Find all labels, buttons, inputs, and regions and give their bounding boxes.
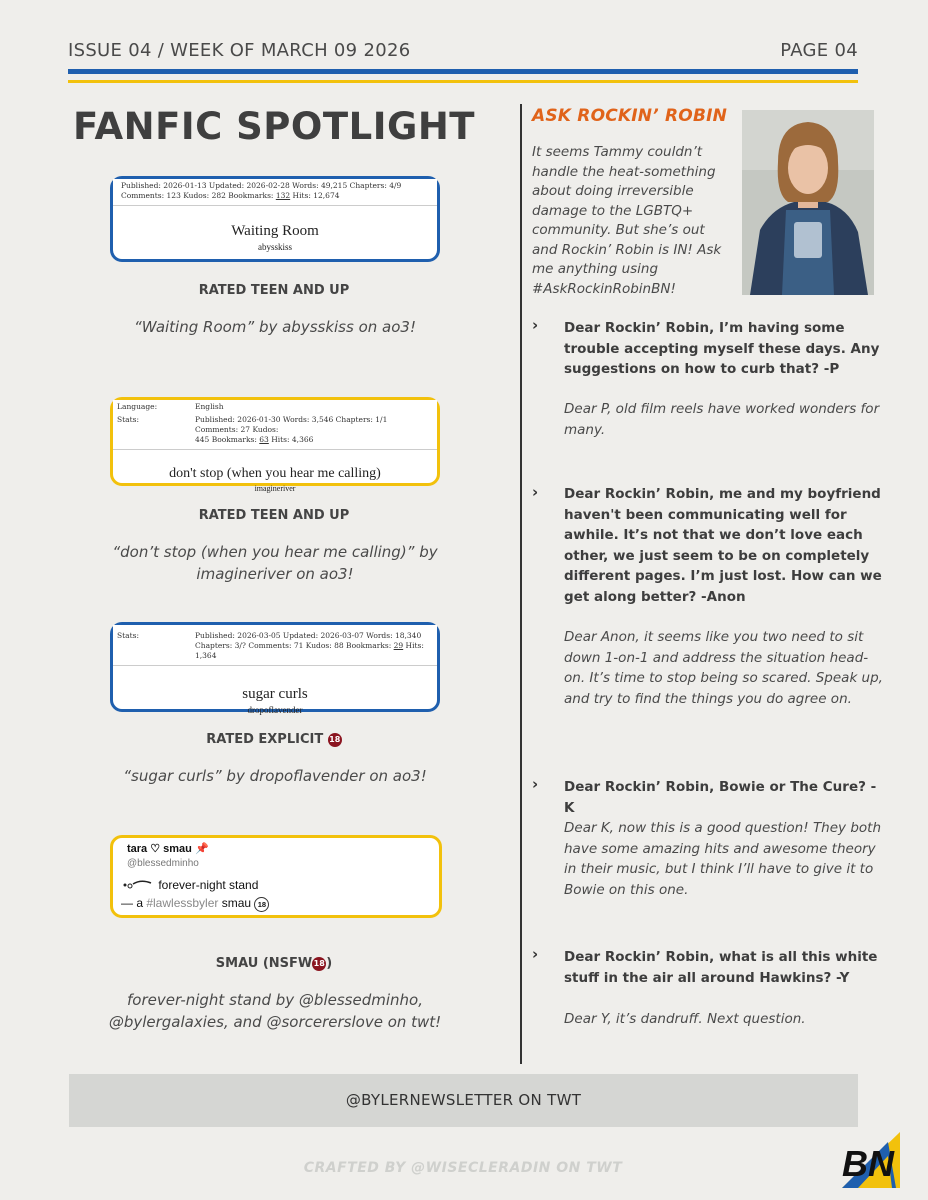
column-divider [520, 104, 522, 1064]
rating-label: RATED TEEN AND UP [198, 508, 350, 523]
bn-logo [838, 1132, 900, 1188]
bookmarks-link[interactable]: 29 [393, 641, 404, 650]
fic-meta: Language: English Stats: Published: 2026-01-30 Words: 3,546 Chapters: 1/1 Comments: 27 Kudos: 445 Bookmarks: 63 Hits: 4,366 [113, 400, 437, 450]
chevron-right-icon: › [532, 483, 539, 501]
fic-card-waiting-room[interactable] [110, 176, 440, 262]
question-text: Dear Rockin’ Robin, I’m having some trouble accepting myself these days. Any suggestions on how to curb that? -P [564, 320, 880, 377]
ask-intro: It seems Tammy couldn’t handle the heat-something about doing irreversible damage to the LGBTQ+ community. But she’s out and Rockin’ Robin is IN! Ask me anything using #AskRockinRobinBN! [532, 144, 722, 297]
answer-text: Dear Y, it’s dandruff. Next question. [564, 1011, 806, 1027]
section-title-fanfic-spotlight: FANFIC SPOTLIGHT [72, 105, 476, 148]
footer-handle[interactable]: @BYLERNEWSLETTER ON TWT [345, 1091, 582, 1109]
rating-label: RATED EXPLICIT 18 [206, 732, 341, 747]
fic-card-sugar-curls[interactable] [110, 622, 440, 715]
answer-text: Dear Anon, it seems like you two need to sit down 1-on-1 and address the situation head-on. It’s time to stop being so scared. Speak up, and try to find the things you do agree on. [564, 629, 883, 707]
header-rule-yellow [68, 80, 858, 83]
footer-banner [69, 1074, 858, 1127]
answer-text: Dear P, old film reels have worked wonders for many. [564, 401, 880, 438]
question-text: Dear Rockin’ Robin, Bowie or The Cure? -K [564, 779, 877, 816]
hashtag-link[interactable]: #lawlessbyler [146, 896, 219, 910]
fic-recommendation: “sugar curls” by dropoflavender on ao3! [123, 767, 427, 785]
fic-recommendation: “don’t stop (when you hear me calling)” by imagineriver on ao3! [112, 543, 438, 583]
fic-card-dont-stop[interactable] [110, 397, 440, 493]
fic-title[interactable]: sugar curls [242, 686, 308, 702]
page-number: PAGE 04 [780, 40, 858, 61]
fic-author[interactable]: dropoflavender [247, 705, 303, 715]
chevron-right-icon: › [532, 316, 539, 334]
header-rule-blue [68, 69, 858, 74]
tweet-line: — a #lawlessbyler smau 18 [121, 896, 269, 912]
bookmarks-link[interactable]: 63 [259, 435, 269, 444]
rating-label: SMAU (NSFW18) [215, 956, 333, 971]
18-plus-icon: 18 [254, 897, 269, 912]
rating-label: RATED TEEN AND UP [198, 283, 350, 298]
fic-author[interactable]: abysskiss [257, 242, 292, 252]
fic-meta-line: Comments: 123 Kudos: 282 Bookmarks: 132 Hits: 12,674 [121, 191, 340, 200]
tweet-line: forever-night stand [121, 878, 258, 892]
18-plus-icon: 18 [328, 733, 342, 747]
chevron-right-icon: › [532, 945, 539, 963]
fic-title[interactable]: Waiting Room [231, 223, 319, 239]
question-text: Dear Rockin’ Robin, what is all this white stuff in the air all around Hawkins? -Y [564, 949, 878, 986]
smau-tweet-card[interactable] [110, 835, 442, 918]
section-title-ask-robin: ASK ROCKIN’ ROBIN [532, 106, 728, 126]
fic-meta [113, 179, 437, 206]
fic-meta-line: Published: 2026-01-13 Updated: 2026-02-28 Words: 49,215 Chapters: 4/9 [121, 181, 402, 190]
tweet-author-name[interactable]: tara ♡ smau 📌 [127, 843, 209, 855]
bn-logo-text: BN [842, 1143, 894, 1184]
crafted-by-credit: CRAFTED BY @WISECLERADIN ON TWT [303, 1160, 623, 1176]
chevron-right-icon: › [532, 775, 539, 793]
bookmarks-link[interactable]: 132 [275, 191, 291, 200]
18-plus-icon: 18 [312, 957, 326, 971]
fic-title[interactable]: don't stop (when you hear me calling) [169, 466, 381, 481]
answer-text: Dear K, now this is a good question! They both have some amazing hits and awesome theory in their music, but I think I’ll have to give it to Bowie on this one. [564, 820, 882, 898]
fic-recommendation: “Waiting Room” by abysskiss on ao3! [134, 318, 416, 336]
tweet-author-handle[interactable]: @blessedminho [127, 858, 199, 869]
robin-photo [742, 110, 874, 295]
question-text: Dear Rockin’ Robin, me and my boyfriend haven't been communicating well for awhile. It’s not that we don’t love each other, we just seem to be on completely different pages. I’m just lost. How can we get along better? -Anon [564, 486, 882, 605]
smau-recommendation: forever-night stand by @blessedminho, @bylergalaxies, and @sorcererslove on twt! [108, 991, 442, 1031]
eye-doodle-icon [121, 878, 155, 890]
issue-label: ISSUE 04 / WEEK OF MARCH 09 2026 [68, 40, 411, 61]
fic-author[interactable]: imagineriver [254, 484, 296, 493]
fic-meta: Stats: Published: 2026-03-05 Updated: 2026-03-07 Words: 18,340 Chapters: 3/? Comments: 71 Kudos: 88 Bookmarks: 29 Hits: 1,364 [113, 625, 437, 666]
